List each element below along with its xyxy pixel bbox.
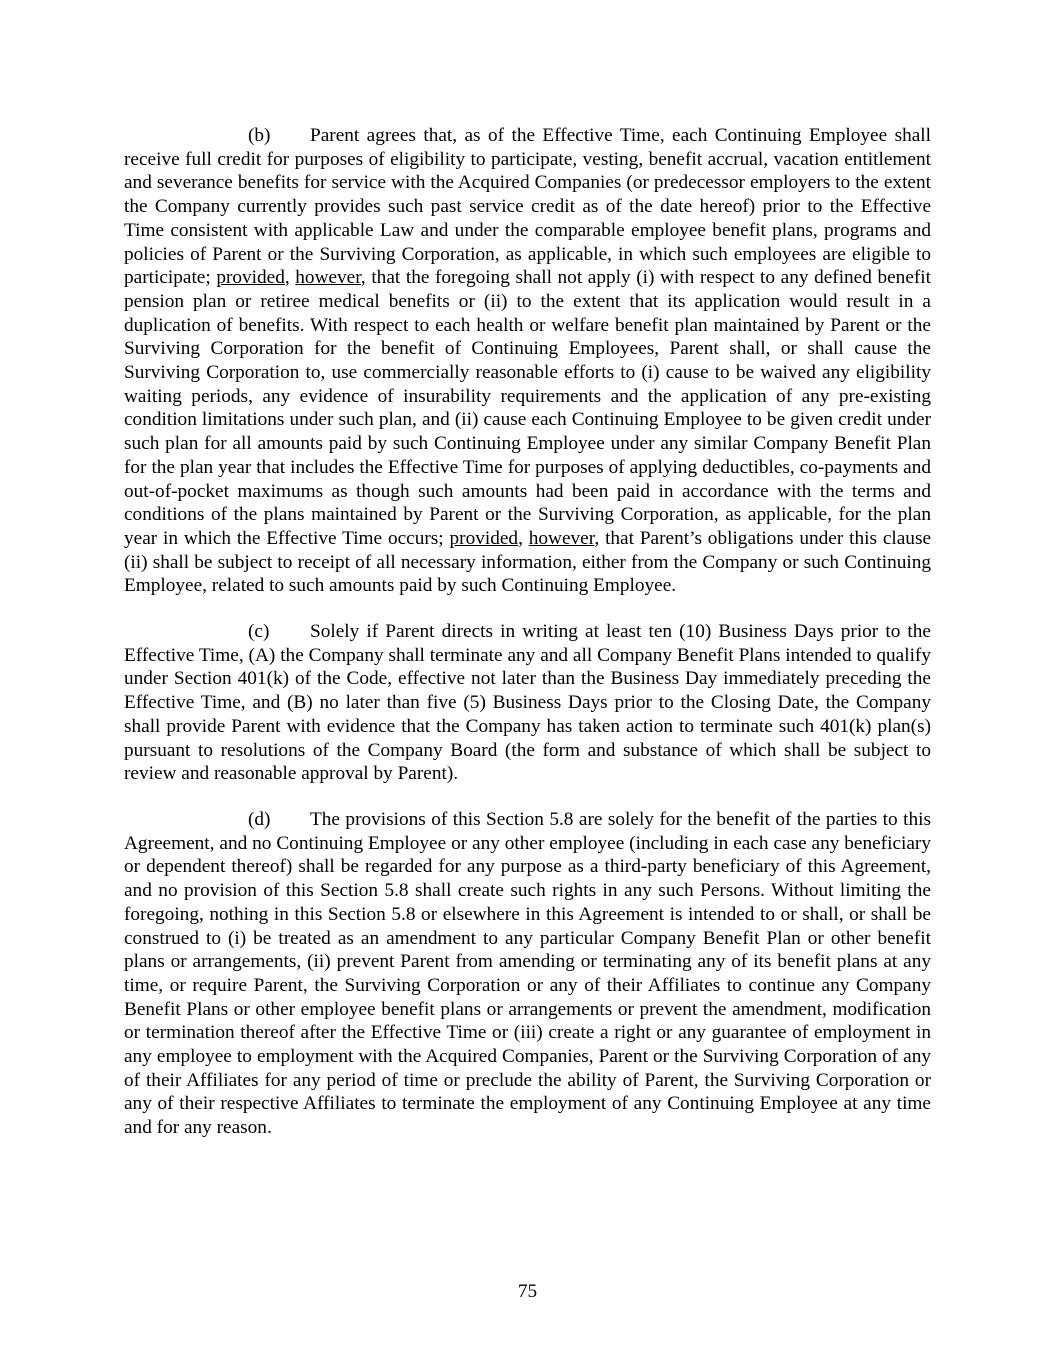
paragraph-c (124, 620, 931, 786)
paragraph-b-text-part-1: Parent agrees that, as of the Effective Time, each Continuing Employee shall receive full credit for purposes of eligibility to participate, vesting, benefit accrual, vacation entitlement and severance benefits for service with the Acquired Companies (or predecessor employers to the extent the Company currently provides such past service credit as of the date hereof) prior to the Effective Time consistent with applicable Law and under the comparable employee benefit plans, programs and policies of Parent or the Surviving Corporation, as applicable, in which such employees are eligible to participate; (124, 125, 931, 289)
paragraph-d-label: (d) (248, 808, 271, 830)
paragraph-c-text: Solely if Parent directs in writing at least ten (10) Business Days prior to the Effective Time, (A) the Company shall terminate any and all Company Benefit Plans intended to qualify under Section 401(k) of the Code, effective not later than the Business Day immediately preceding the Effective Time, and (B) no later than five (5) Business Days prior to the Closing Date, the Company shall provide Parent with evidence that the Company has taken action to terminate such 401(k) plan(s) pursuant to resolutions of the Company Board (the form and substance of which shall be subject to review and reasonable approval by Parent). (124, 621, 931, 785)
however-emphasis-2: however (528, 527, 595, 549)
document-page (124, 124, 931, 1162)
provided-emphasis-2: provided (449, 527, 519, 549)
page-number: 75 (517, 1281, 538, 1302)
paragraph-b-text-part-2: that the foregoing shall not apply (i) with respect to any defined benefit pension plan or retiree medical benefits or (ii) to the extent that its application would result in a duplication of benefits. With respect to each health or welfare benefit plan maintained by Parent or the Surviving Corporation for the benefit of Continuing Employees, Parent shall, or shall cause the Surviving Corporation to, use commercially reasonable efforts to (i) cause to be waived any eligibility waiting periods, any evidence of insurability requirements and the application of any pre-existing condition limitations under such plan, and (ii) cause each Continuing Employee to be given credit under such plan for all amounts paid by such Continuing Employee under any similar Company Benefit Plan for the plan year that includes the Effective Time for purposes of applying deductibles, co-payments and out-of-pocket maximums as though such amounts had been paid in accordance with the terms and conditions of the plans maintained by Parent or the Surviving Corporation, as applicable, for the plan year in which the Effective Time occurs; (124, 267, 932, 549)
provided-emphasis-1: provided (216, 267, 285, 289)
paragraph-c-label: (c) (248, 621, 270, 643)
paragraph-d (124, 808, 931, 1140)
however-emphasis-1: however (295, 267, 361, 289)
paragraph-d-text: The provisions of this Section 5.8 are solely for the benefit of the parties to this Agreement, and no Continuing Employee or any other employee (including in each case any beneficiary or dependent thereof) shall be regarded for any purpose as a third-party beneficiary of this Agreement, and no provision of this Section 5.8 shall create such rights in any such Persons. Without limiting the foregoing, nothing in this Section 5.8 or elsewhere in this Agreement is intended to or shall, or shall be construed to (i) be treated as an amendment to any particular Company Benefit Plan or other benefit plans or arrangements, (ii) prevent Parent from amending or terminating any of its benefit plans at any time, or require Parent, the Surviving Corporation or any of their Affiliates to continue any Company Benefit Plans or other employee benefit plans or arrangements or prevent the amendment, modification or termination thereof after the Effective Time or (iii) create a right or any guarantee of employment in any employee to employment with the Acquired Companies, Parent or the Surviving Corporation of any of their Affiliates for any period of time or preclude the ability of Parent, the Surviving Corporation or any of their respective Affiliates to terminate the employment of any Continuing Employee at any time and for any reason. (124, 808, 931, 1139)
paragraph-b: (b) Parent agrees that, as of the Effective Time, each Continuing Employee shall receive full credit for purposes of eligibility to participate, vesting, benefit accrual, vacation entitlement and severance benefits for service with the Acquired Companies (or predecessor employers to the extent the Company currently provides such past service credit as of the date hereof) prior to the Effective Time consistent with applicable Law and under the comparable employee benefit plans, programs and policies of Parent or the Surviving Corporation, as applicable, in which such employees are eligible to participate; provided, however, that the foregoing shall not apply (i) with respect to any defined benefit pension plan or retiree medical benefits or (ii) to the extent that its application would result in a duplication of benefits. With respect to each health or welfare benefit plan maintained by Parent or the Surviving Corporation for the benefit of Continuing Employees, Parent shall, or shall cause the Surviving Corporation to, use commercially reasonable efforts to (i) cause to be waived any eligibility waiting periods, any evidence of insurability requirements and the application of any pre-existing condition limitations under such plan, and (ii) cause each Continuing Employee to be given credit under such plan for all amounts paid by such Continuing Employee under any similar Company Benefit Plan for the plan year that includes the Effective Time for purposes of applying deductibles, co-payments and out-of-pocket maximums as though such amounts had been paid in accordance with the terms and conditions of the plans maintained by Parent or the Surviving Corporation, as applicable, for the plan year in which the Effective Time occurs; provided, however, that Parent’s obligations under this clause (ii) shall be subject to receipt of all necessary information, either from the Company or such Continuing Employee, related to such amounts paid by such Continuing Employee. (124, 125, 932, 597)
paragraph-b-text-part-3: that Parent’s obligations under this clause (ii) shall be subject to receipt of all necessary information, either from the Company or such Continuing Employee, related to such amounts paid by such Continuing Employee. (124, 527, 932, 597)
paragraph-b-label: (b) (248, 125, 271, 146)
